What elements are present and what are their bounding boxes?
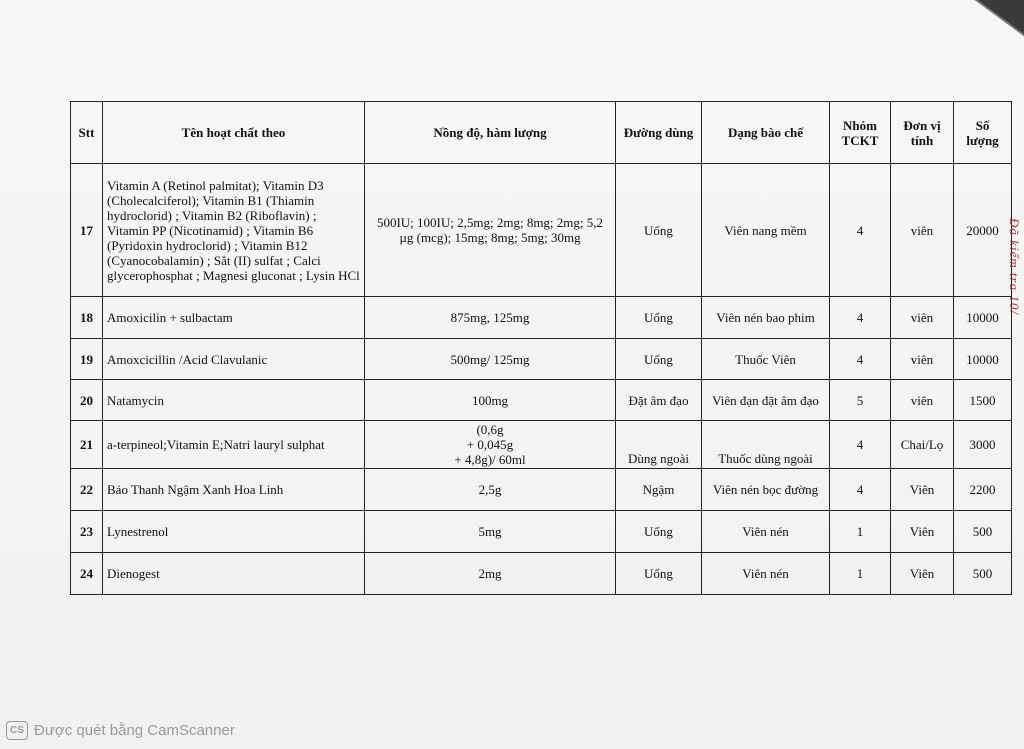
cell-group: 4 [830, 339, 891, 380]
cell-stt: 21 [71, 421, 103, 469]
strength-line: (0,6g [476, 422, 504, 437]
cell-qty: 10000 [954, 339, 1012, 380]
cell-strength: 2mg [365, 553, 616, 595]
header-unit [891, 102, 954, 164]
cell-form: Viên nang mềm [702, 164, 830, 297]
header-stt: Stt [71, 102, 103, 164]
cell-stt: 19 [71, 339, 103, 380]
header-route: Đường dùng [616, 102, 702, 164]
table-header-row [71, 102, 1012, 164]
header-strength: Nồng độ, hàm lượng [365, 102, 616, 164]
cell-unit: Viên [891, 553, 954, 595]
cell-strength: 500mg/ 125mg [365, 339, 616, 380]
cell-name: Lynestrenol [103, 511, 365, 553]
cell-name: Vitamin A (Retinol palmitat); Vitamin D3 (Cholecalciferol); Vitamin B1 (Thiamin hydroclorid) ; Vitamin B2 (Riboflavin) ; Vitamin PP (Nicotinamid) ; Vitamin B6 (Pyridoxin hydroclorid) ; Vitamin B12 (Cyanocobalamin) ; Sắt (II) sulfat ; Calci glycerophosphat ; Magnesi gluconat ; Lysin HCl [103, 164, 365, 297]
cell-stt: 22 [71, 469, 103, 511]
cell-name: Bảo Thanh Ngậm Xanh Hoa Linh [103, 469, 365, 511]
cell-qty: 20000 [954, 164, 1012, 297]
cell-form: Viên nén bọc đường [702, 469, 830, 511]
cell-group: 4 [830, 469, 891, 511]
cell-route: Uống [616, 297, 702, 339]
cell-name: Amoxicilin + sulbactam [103, 297, 365, 339]
cell-qty: 500 [954, 511, 1012, 553]
table-row [71, 469, 1012, 511]
table-row [71, 339, 1012, 380]
cell-form: Viên nén [702, 553, 830, 595]
table-row [71, 421, 1012, 469]
cell-qty: 2200 [954, 469, 1012, 511]
table-row [71, 511, 1012, 553]
cell-form: Thuốc Viên [702, 339, 830, 380]
header-qty-line2: lượng [966, 132, 999, 148]
cell-name: Natamycin [103, 380, 365, 421]
cell-qty: 500 [954, 553, 1012, 595]
cell-unit: Chai/Lọ [891, 421, 954, 469]
cell-strength: 2,5g [365, 469, 616, 511]
cell-stt: 18 [71, 297, 103, 339]
cell-route: Dùng ngoài [616, 421, 702, 469]
cell-group: 5 [830, 380, 891, 421]
cell-stt: 23 [71, 511, 103, 553]
cell-stt: 17 [71, 164, 103, 297]
drug-list-table [70, 101, 1012, 595]
header-group-line1: Nhóm [843, 117, 877, 133]
cell-strength [365, 421, 616, 469]
cell-group: 1 [830, 553, 891, 595]
cell-stt: 20 [71, 380, 103, 421]
cell-unit: viên [891, 380, 954, 421]
table-row [71, 297, 1012, 339]
header-form: Dạng bào chế [702, 102, 830, 164]
cell-strength: 500IU; 100IU; 2,5mg; 2mg; 8mg; 2mg; 5,2 µg (mcg); 15mg; 8mg; 5mg; 30mg [365, 164, 616, 297]
header-group [830, 102, 891, 164]
header-group-line2: TCKT [841, 132, 879, 148]
cell-qty: 10000 [954, 297, 1012, 339]
strength-line: + 4,8g)/ 60ml [454, 452, 526, 467]
cell-name: Amoxcicillin /Acid Clavulanic [103, 339, 365, 380]
cell-qty: 1500 [954, 380, 1012, 421]
cell-name: a-terpineol;Vitamin E;Natri lauryl sulphat [103, 421, 365, 469]
cell-group: 4 [830, 297, 891, 339]
table-row [71, 164, 1012, 297]
cell-form: Viên nén bao phim [702, 297, 830, 339]
cell-group: 4 [830, 421, 891, 469]
cell-group: 4 [830, 164, 891, 297]
strength-line: + 0,045g [466, 437, 514, 452]
cell-route: Uống [616, 339, 702, 380]
header-qty-line1: Số [975, 117, 990, 133]
handwritten-margin-note: Đã kiểm tra 10/ [1007, 218, 1022, 315]
cell-unit: Viên [891, 511, 954, 553]
cell-group: 1 [830, 511, 891, 553]
cell-strength: 100mg [365, 380, 616, 421]
cell-strength: 5mg [365, 511, 616, 553]
camscanner-watermark [6, 721, 235, 740]
table-row [71, 380, 1012, 421]
table-row [71, 553, 1012, 595]
cell-route: Uống [616, 164, 702, 297]
cell-unit: viên [891, 297, 954, 339]
header-unit-line1: Đơn vị [903, 117, 941, 133]
page-corner-fold [948, 0, 1024, 44]
cell-form: Viên đạn đặt âm đạo [702, 380, 830, 421]
header-name: Tên hoạt chất theo [103, 102, 365, 164]
header-qty [954, 102, 1012, 164]
cell-route: Uống [616, 511, 702, 553]
cell-strength: 875mg, 125mg [365, 297, 616, 339]
cell-unit: viên [891, 164, 954, 297]
cell-unit: Viên [891, 469, 954, 511]
cell-stt: 24 [71, 553, 103, 595]
camscanner-logo-icon: CS [6, 721, 28, 740]
cell-route: Uống [616, 553, 702, 595]
cell-unit: viên [891, 339, 954, 380]
watermark-text: Được quét bằng CamScanner [34, 722, 235, 739]
cell-form: Viên nén [702, 511, 830, 553]
cell-qty: 3000 [954, 421, 1012, 469]
cell-route: Đặt âm đạo [616, 380, 702, 421]
header-unit-line2: tính [910, 132, 934, 148]
cell-name: Dienogest [103, 553, 365, 595]
cell-form: Thuốc dùng ngoài [702, 421, 830, 469]
cell-route: Ngậm [616, 469, 702, 511]
